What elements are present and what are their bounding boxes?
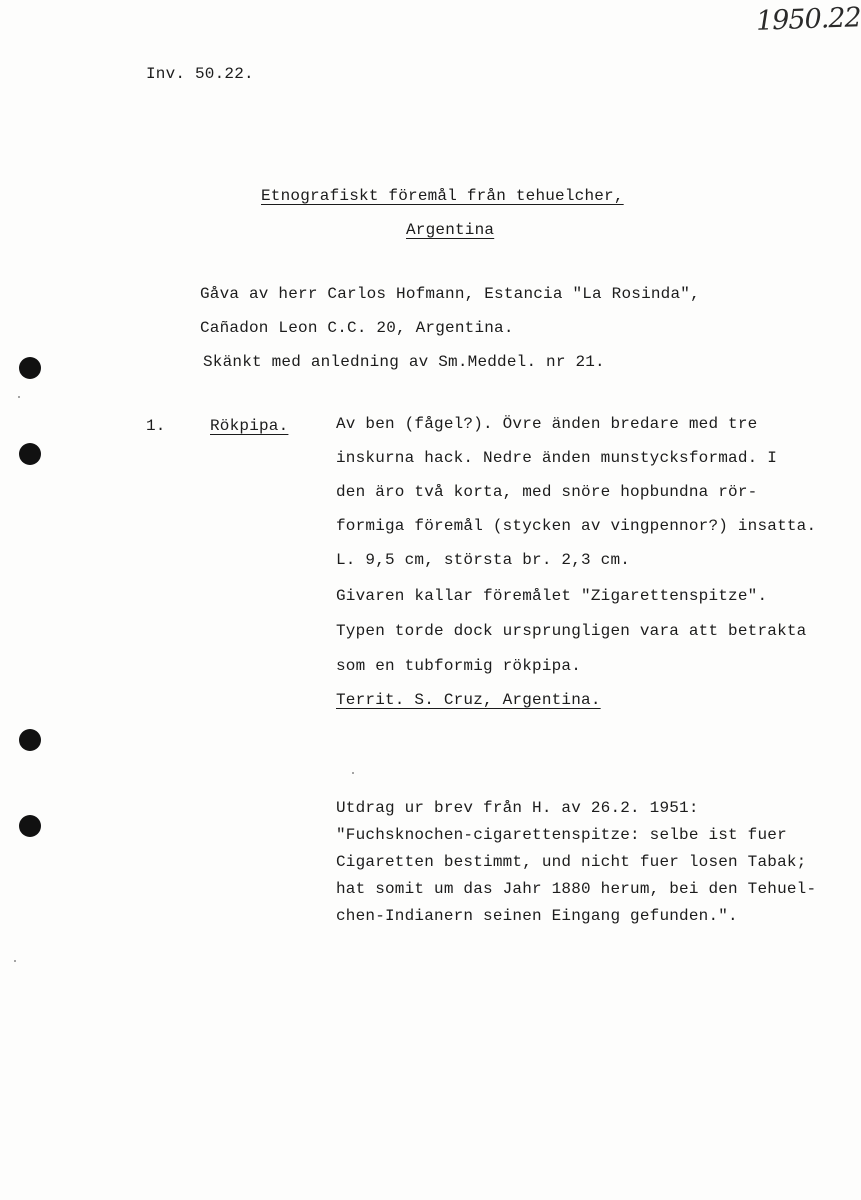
letter-excerpt-line: hat somit um das Jahr 1880 herum, bei den Tehuel-: [336, 880, 817, 898]
letter-excerpt-line: Cigaretten bestimmt, und nicht fuer losen Tabak;: [336, 853, 807, 871]
item-name: Rökpipa.: [210, 417, 289, 435]
donation-line-1: Gåva av herr Carlos Hofmann, Estancia "La Rosinda",: [200, 285, 700, 303]
punch-hole-1: [19, 357, 41, 379]
punch-hole-4: [19, 815, 41, 837]
document-title-line-2: Argentina: [406, 221, 495, 239]
item-description-line: Typen torde dock ursprungligen vara att betrakta: [336, 622, 807, 640]
donation-line-3: Skänkt med anledning av Sm.Meddel. nr 21.: [203, 353, 605, 371]
speck: [18, 396, 20, 398]
item-description-line: Av ben (fågel?). Övre änden bredare med tre: [336, 415, 758, 433]
item-description-line: inskurna hack. Nedre änden munstycksformad. I: [336, 449, 778, 467]
donation-line-2: Cañadon Leon C.C. 20, Argentina.: [200, 319, 514, 337]
document-title-line-1: Etnografiskt föremål från tehuelcher,: [261, 187, 624, 205]
item-number: 1.: [146, 417, 166, 435]
punch-hole-3: [19, 729, 41, 751]
punch-hole-2: [19, 443, 41, 465]
handwritten-catalog-number: 1950.22: [755, 2, 861, 37]
item-description-line: L. 9,5 cm, största br. 2,3 cm.: [336, 551, 631, 569]
letter-excerpt-line: chen-Indianern seinen Eingang gefunden.".: [336, 907, 738, 925]
letter-excerpt-line: "Fuchsknochen-cigarettenspitze: selbe ist fuer: [336, 826, 787, 844]
item-description-line: formiga föremål (stycken av vingpennor?) insatta.: [336, 517, 817, 535]
item-locality: Territ. S. Cruz, Argentina.: [336, 691, 601, 709]
letter-excerpt-line: Utdrag ur brev från H. av 26.2. 1951:: [336, 799, 699, 817]
item-description-line: den äro två korta, med snöre hopbundna rör-: [336, 483, 758, 501]
speck: [14, 960, 16, 962]
item-description-line: som en tubformig rökpipa.: [336, 657, 582, 675]
item-description-line: Givaren kallar föremålet "Zigarettenspitze".: [336, 587, 768, 605]
inventory-number: Inv. 50.22.: [146, 65, 254, 83]
speck: [352, 772, 354, 774]
